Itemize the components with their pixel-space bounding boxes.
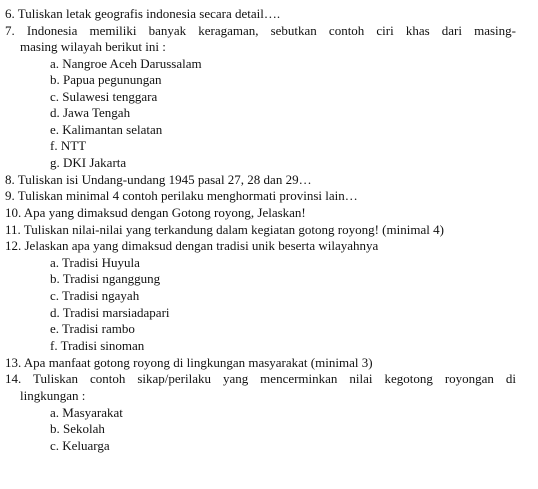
q12-option-e: e. Tradisi rambo — [50, 321, 135, 336]
question-10: 10. Apa yang dimaksud dengan Gotong royong, Jelaskan! — [5, 205, 306, 220]
question-11: 11. Tuliskan nilai-nilai yang terkandung dalam kegiatan gotong royong! (minimal 4) — [5, 222, 444, 237]
q14-option-c: c. Keluarga — [50, 438, 110, 453]
q7-option-g: g. DKI Jakarta — [50, 155, 127, 170]
question-14-continuation: lingkungan : — [20, 388, 86, 403]
q7-option-a: a. Nangroe Aceh Darussalam — [50, 56, 202, 71]
q12-option-c: c. Tradisi ngayah — [50, 288, 140, 303]
q14-option-b: b. Sekolah — [50, 421, 105, 436]
q7-option-b: b. Papua pegunungan — [50, 72, 162, 87]
question-14: 14. Tuliskan contoh sikap/perilaku yang mencerminkan nilai kegotong royongan di — [5, 371, 516, 386]
question-12: 12. Jelaskan apa yang dimaksud dengan tradisi unik beserta wilayahnya — [5, 238, 379, 253]
q12-option-f: f. Tradisi sinoman — [50, 338, 145, 353]
q12-option-b: b. Tradisi nganggung — [50, 271, 161, 286]
question-8: 8. Tuliskan isi Undang-undang 1945 pasal 27, 28 dan 29… — [5, 172, 312, 187]
q7-option-e: e. Kalimantan selatan — [50, 122, 163, 137]
question-9: 9. Tuliskan minimal 4 contoh perilaku menghormati provinsi lain… — [5, 188, 358, 203]
question-7: 7. Indonesia memiliki banyak keragaman, sebutkan contoh ciri khas dari masing- — [5, 23, 516, 38]
q7-option-f: f. NTT — [50, 138, 87, 153]
q14-option-a: a. Masyarakat — [50, 405, 123, 420]
q7-option-d: d. Jawa Tengah — [50, 105, 131, 120]
question-6: 6. Tuliskan letak geografis indonesia secara detail…. — [5, 6, 281, 21]
q12-option-a: a. Tradisi Huyula — [50, 255, 140, 270]
q12-option-d: d. Tradisi marsiadapari — [50, 305, 170, 320]
question-13: 13. Apa manfaat gotong royong di lingkungan masyarakat (minimal 3) — [5, 355, 373, 370]
question-7-continuation: masing wilayah berikut ini : — [20, 39, 166, 54]
q7-option-c: c. Sulawesi tenggara — [50, 89, 158, 104]
